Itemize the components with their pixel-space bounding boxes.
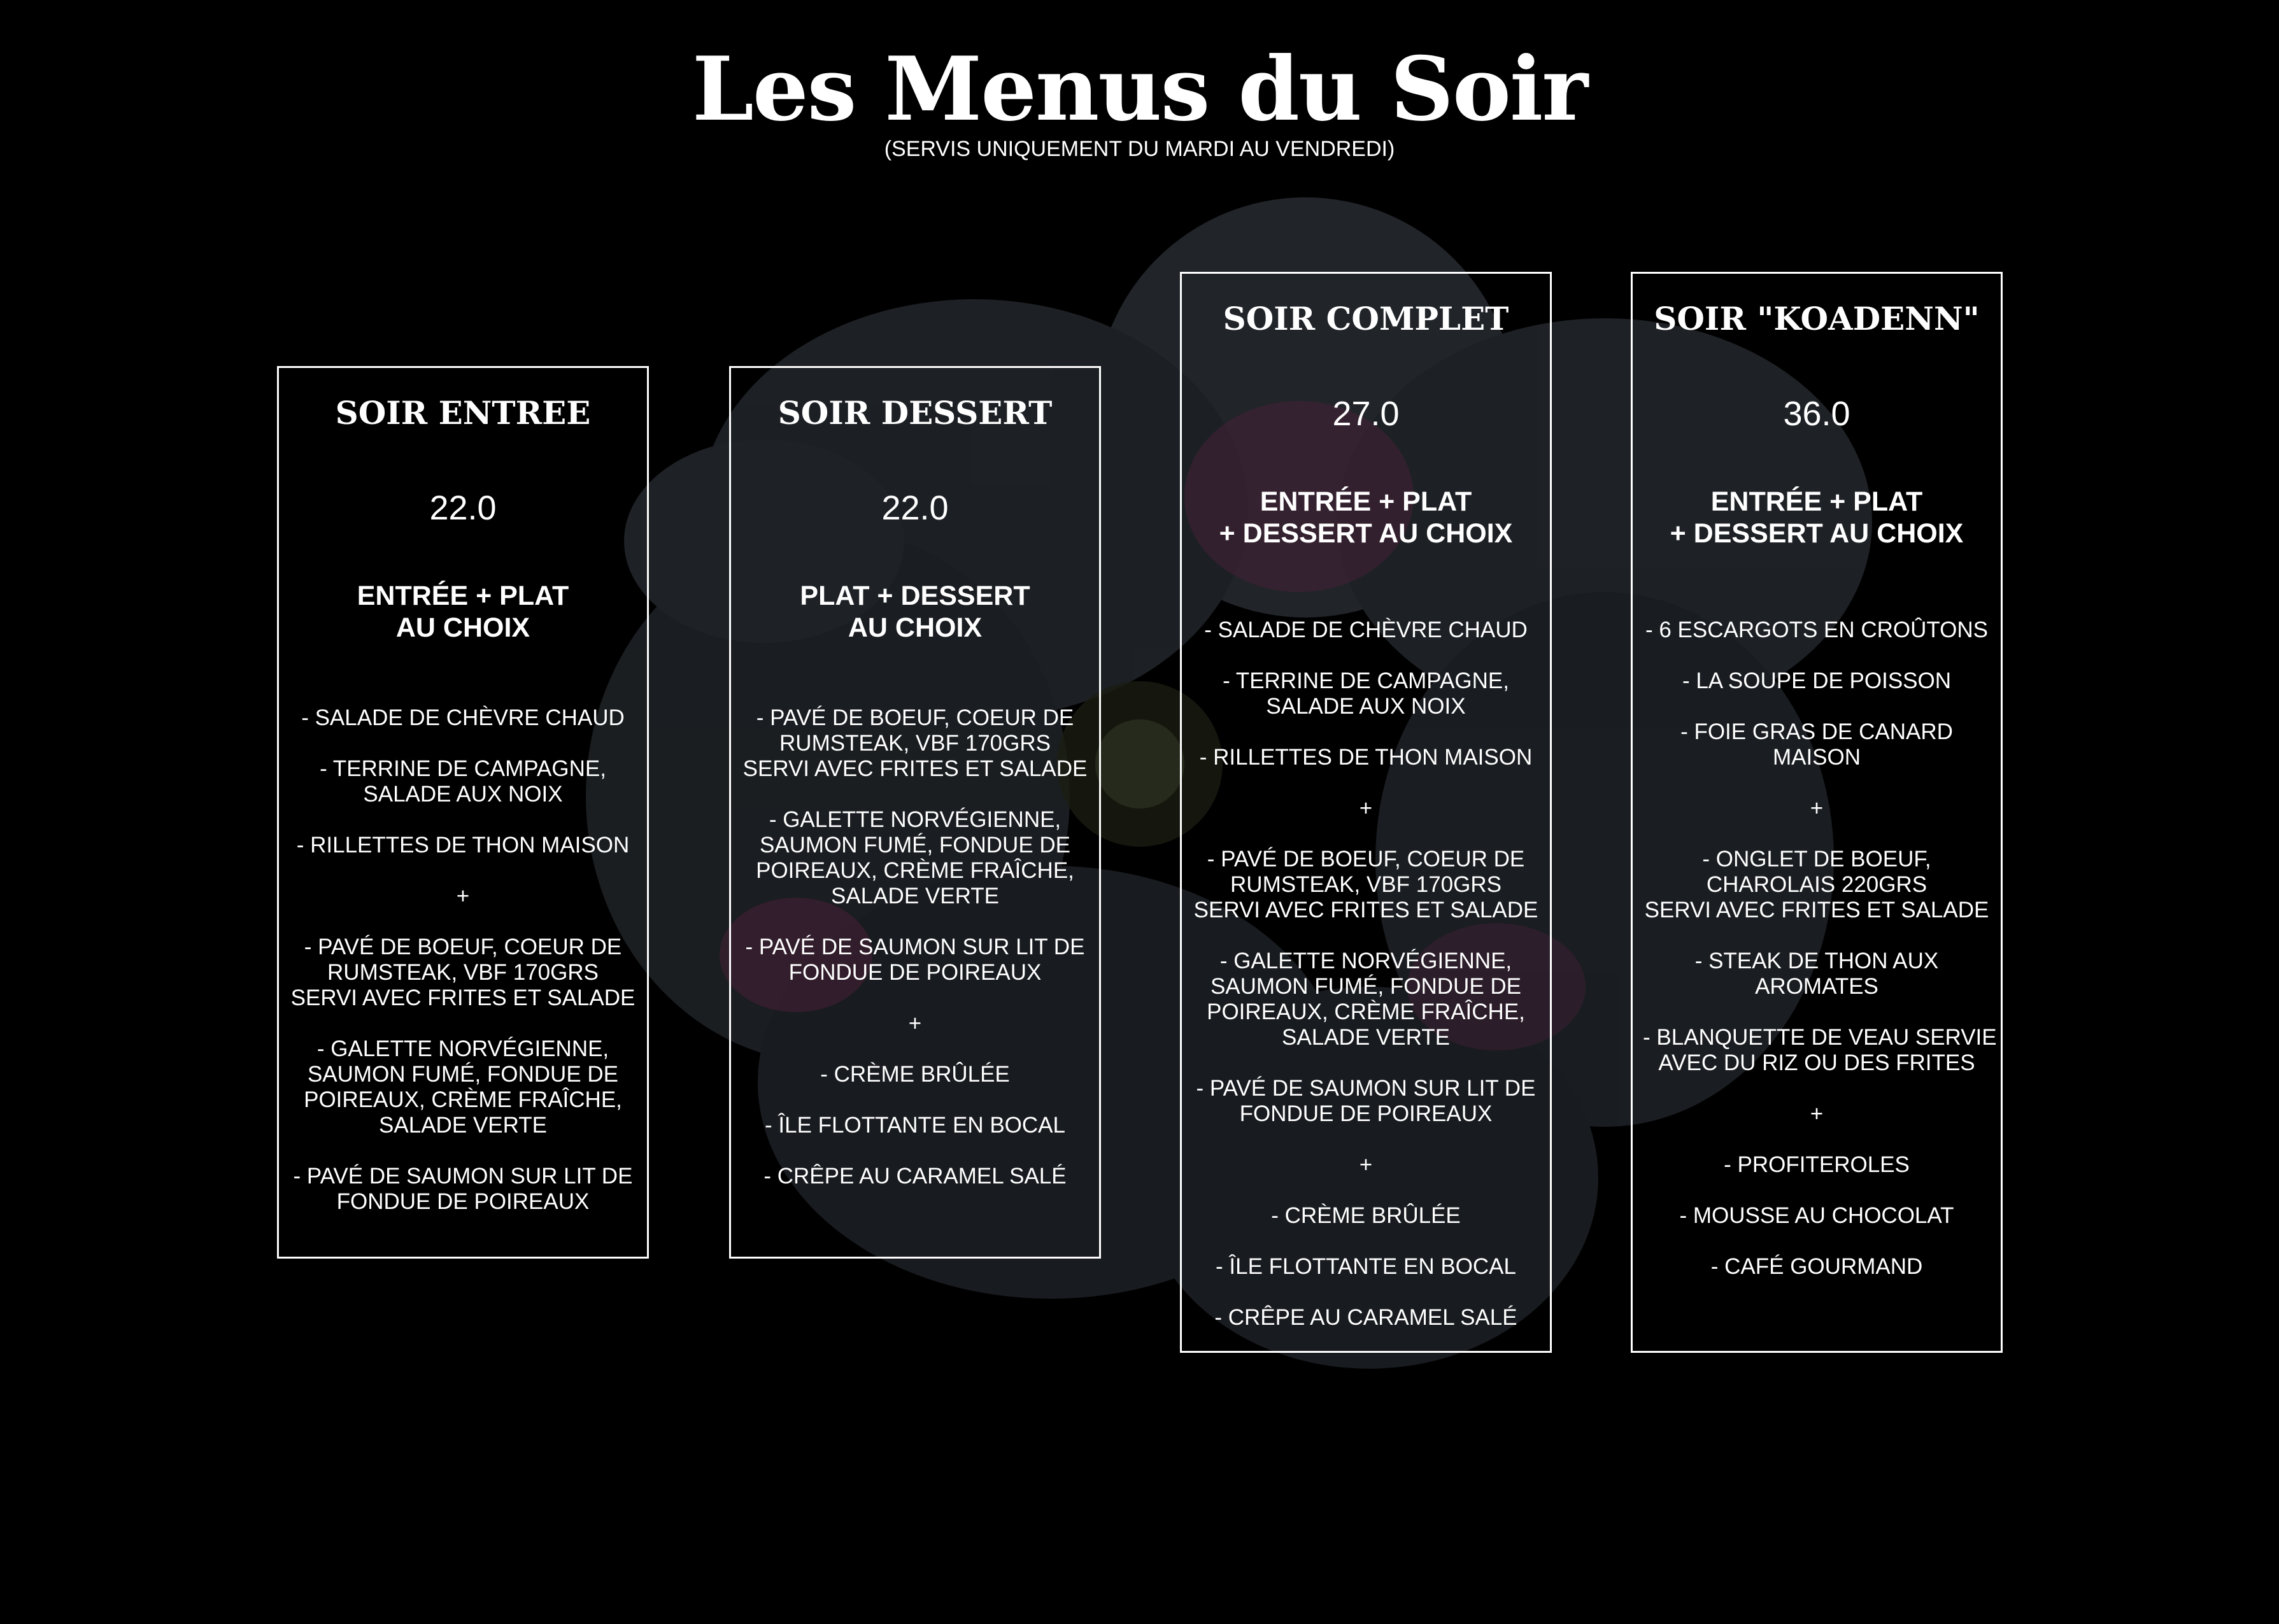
dish-line: MAISON bbox=[1772, 745, 1861, 770]
menu-price: 27.0 bbox=[1332, 395, 1400, 433]
dish-line: - SALADE DE CHÈVRE CHAUD bbox=[1204, 618, 1528, 642]
menu-formula bbox=[1633, 486, 2001, 549]
dish-item bbox=[1192, 949, 1540, 1050]
dish-line: + bbox=[1810, 1101, 1824, 1126]
dish-item bbox=[289, 935, 637, 1011]
dish-line: - GALETTE NORVÉGIENNE, bbox=[769, 807, 1061, 832]
dish-item bbox=[1643, 949, 1991, 999]
formula-line: AU CHOIX bbox=[395, 612, 530, 643]
dish-line: FONDUE DE POIREAUX bbox=[788, 960, 1042, 985]
dish-line: RUMSTEAK, VBF 170GRS bbox=[327, 960, 599, 985]
dish-line: - RILLETTES DE THON MAISON bbox=[296, 833, 630, 858]
dish-line: - RILLETTES DE THON MAISON bbox=[1199, 745, 1533, 770]
dish-line: + bbox=[908, 1011, 922, 1036]
dish-line: - CRÈME BRÛLÉE bbox=[820, 1062, 1010, 1087]
dish-line: RUMSTEAK, VBF 170GRS bbox=[1230, 872, 1502, 897]
dish-line: SERVI AVEC FRITES ET SALADE bbox=[1644, 898, 1989, 922]
dish-line: + bbox=[1359, 1152, 1373, 1177]
menu-price: 22.0 bbox=[881, 489, 949, 527]
course-separator bbox=[741, 1011, 1089, 1036]
formula-line: ENTRÉE + PLAT bbox=[1710, 486, 1923, 517]
dish-line: RUMSTEAK, VBF 170GRS bbox=[779, 731, 1051, 756]
dish-line: SERVI AVEC FRITES ET SALADE bbox=[1193, 898, 1538, 922]
formula-line: + DESSERT AU CHOIX bbox=[1219, 518, 1513, 549]
dish-line: - ONGLET DE BOEUF, bbox=[1702, 847, 1931, 872]
dish-item bbox=[741, 935, 1089, 985]
dish-line: + bbox=[456, 884, 470, 908]
dish-line: - GALETTE NORVÉGIENNE, bbox=[316, 1036, 609, 1061]
dish-line: - GALETTE NORVÉGIENNE, bbox=[1219, 949, 1512, 973]
dish-item bbox=[1192, 668, 1540, 719]
dish-list bbox=[741, 705, 1089, 1215]
dish-item bbox=[289, 1036, 637, 1138]
dish-item bbox=[741, 807, 1089, 909]
dish-line: - CAFÉ GOURMAND bbox=[1710, 1254, 1923, 1279]
dish-item bbox=[1192, 1305, 1540, 1331]
dish-line: - PAVÉ DE SAUMON SUR LIT DE bbox=[745, 935, 1085, 959]
dish-item bbox=[1192, 618, 1540, 643]
menu-card-soir-entree bbox=[277, 366, 649, 1259]
dish-item bbox=[741, 1164, 1089, 1189]
dish-item bbox=[1192, 1254, 1540, 1280]
dish-item bbox=[289, 705, 637, 731]
menu-formula bbox=[279, 580, 647, 644]
formula-line: ENTRÉE + PLAT bbox=[357, 581, 569, 611]
dish-line: SAUMON FUMÉ, FONDUE DE bbox=[1210, 974, 1522, 999]
course-separator bbox=[1643, 796, 1991, 821]
dish-line: - PAVÉ DE BOEUF, COEUR DE bbox=[1207, 847, 1525, 872]
dish-item bbox=[1643, 1152, 1991, 1178]
dish-line: - CRÊPE AU CARAMEL SALÉ bbox=[763, 1164, 1067, 1189]
menu-card-soir-dessert bbox=[729, 366, 1101, 1259]
dish-line: SAUMON FUMÉ, FONDUE DE bbox=[307, 1062, 619, 1087]
dish-line: - BLANQUETTE DE VEAU SERVIE bbox=[1643, 1025, 1997, 1050]
dish-line: - ÎLE FLOTTANTE EN BOCAL bbox=[765, 1113, 1065, 1138]
menu-title: SOIR COMPLET bbox=[1223, 300, 1509, 337]
page-title: Les Menus du Soir bbox=[692, 37, 1587, 141]
page-subtitle: (SERVIS UNIQUEMENT DU MARDI AU VENDREDI) bbox=[884, 137, 1395, 161]
formula-line: PLAT + DESSERT bbox=[800, 581, 1030, 611]
dish-line: + bbox=[1810, 796, 1824, 821]
dish-line: AROMATES bbox=[1755, 974, 1878, 999]
dish-item bbox=[289, 833, 637, 858]
dish-line: - MOUSSE AU CHOCOLAT bbox=[1679, 1203, 1954, 1228]
course-separator bbox=[1643, 1101, 1991, 1127]
menu-title: SOIR "KOADENN" bbox=[1654, 300, 1980, 337]
dish-item bbox=[741, 1062, 1089, 1087]
dish-line: POIREAUX, CRÈME FRAÎCHE, bbox=[1207, 999, 1525, 1024]
formula-line: ENTRÉE + PLAT bbox=[1260, 486, 1472, 517]
dish-line: - PAVÉ DE BOEUF, COEUR DE bbox=[756, 705, 1074, 730]
dish-line: SERVI AVEC FRITES ET SALADE bbox=[742, 756, 1088, 781]
dish-item bbox=[289, 1164, 637, 1215]
menu-price: 22.0 bbox=[429, 489, 497, 527]
dish-line: - LA SOUPE DE POISSON bbox=[1682, 668, 1952, 693]
dish-line: SALADE AUX NOIX bbox=[363, 782, 563, 807]
dish-line: POIREAUX, CRÈME FRAÎCHE, bbox=[304, 1087, 622, 1112]
course-separator bbox=[289, 884, 637, 909]
dish-item bbox=[1643, 1254, 1991, 1280]
dish-list bbox=[289, 705, 637, 1240]
dish-line: SALADE VERTE bbox=[379, 1113, 547, 1138]
dish-item bbox=[1192, 1203, 1540, 1229]
dish-line: - 6 ESCARGOTS EN CROÛTONS bbox=[1645, 618, 1989, 642]
dish-item bbox=[1192, 847, 1540, 923]
course-separator bbox=[1192, 1152, 1540, 1178]
dish-line: SALADE VERTE bbox=[831, 884, 999, 908]
dish-line: - ÎLE FLOTTANTE EN BOCAL bbox=[1216, 1254, 1516, 1279]
dish-item bbox=[1643, 1025, 1997, 1076]
dish-line: SAUMON FUMÉ, FONDUE DE bbox=[759, 833, 1071, 858]
menu-title: SOIR ENTREE bbox=[335, 394, 591, 432]
dish-line: - TERRINE DE CAMPAGNE, bbox=[320, 756, 606, 781]
dish-line: - PAVÉ DE SAUMON SUR LIT DE bbox=[1196, 1076, 1536, 1101]
dish-item bbox=[1192, 745, 1540, 770]
dish-line: FONDUE DE POIREAUX bbox=[336, 1189, 590, 1214]
dish-line: - CRÊPE AU CARAMEL SALÉ bbox=[1214, 1305, 1517, 1330]
dish-list bbox=[1643, 618, 1997, 1305]
dish-item bbox=[289, 756, 637, 807]
dish-item bbox=[1643, 847, 1991, 923]
dish-line: + bbox=[1359, 796, 1373, 821]
dish-line: - PAVÉ DE BOEUF, COEUR DE bbox=[304, 935, 622, 959]
formula-line: + DESSERT AU CHOIX bbox=[1670, 518, 1964, 549]
dish-item bbox=[1192, 1076, 1540, 1127]
dish-line: - STEAK DE THON AUX bbox=[1694, 949, 1939, 973]
dish-line: CHAROLAIS 220GRS bbox=[1706, 872, 1928, 897]
menu-formula bbox=[1182, 486, 1550, 549]
formula-line: AU CHOIX bbox=[848, 612, 983, 643]
menu-card-soir-koadenn bbox=[1631, 272, 2003, 1353]
dish-line: - CRÈME BRÛLÉE bbox=[1271, 1203, 1461, 1228]
dish-line: AVEC DU RIZ OU DES FRITES bbox=[1658, 1050, 1975, 1075]
menu-price: 36.0 bbox=[1783, 395, 1850, 433]
dish-item bbox=[1643, 618, 1991, 643]
dish-line: - PAVÉ DE SAUMON SUR LIT DE bbox=[293, 1164, 633, 1189]
dish-line: FONDUE DE POIREAUX bbox=[1239, 1101, 1493, 1126]
menu-card-soir-complet bbox=[1180, 272, 1552, 1353]
dish-item bbox=[741, 1113, 1089, 1138]
menu-formula bbox=[731, 580, 1099, 644]
dish-item bbox=[1643, 668, 1991, 694]
dish-line: SERVI AVEC FRITES ET SALADE bbox=[290, 985, 635, 1010]
dish-line: SALADE VERTE bbox=[1282, 1025, 1450, 1050]
dish-item bbox=[1643, 1203, 1991, 1229]
course-separator bbox=[1192, 796, 1540, 821]
dish-list bbox=[1192, 618, 1540, 1356]
dish-line: SALADE AUX NOIX bbox=[1266, 694, 1466, 719]
menu-title: SOIR DESSERT bbox=[777, 394, 1053, 432]
dish-item bbox=[741, 705, 1089, 782]
dish-line: - TERRINE DE CAMPAGNE, bbox=[1223, 668, 1509, 693]
dish-line: POIREAUX, CRÈME FRAÎCHE, bbox=[756, 858, 1074, 883]
dish-line: - FOIE GRAS DE CANARD bbox=[1680, 719, 1953, 744]
dish-item bbox=[1643, 719, 1991, 770]
dish-line: - SALADE DE CHÈVRE CHAUD bbox=[301, 705, 625, 730]
dish-line: - PROFITEROLES bbox=[1724, 1152, 1910, 1177]
